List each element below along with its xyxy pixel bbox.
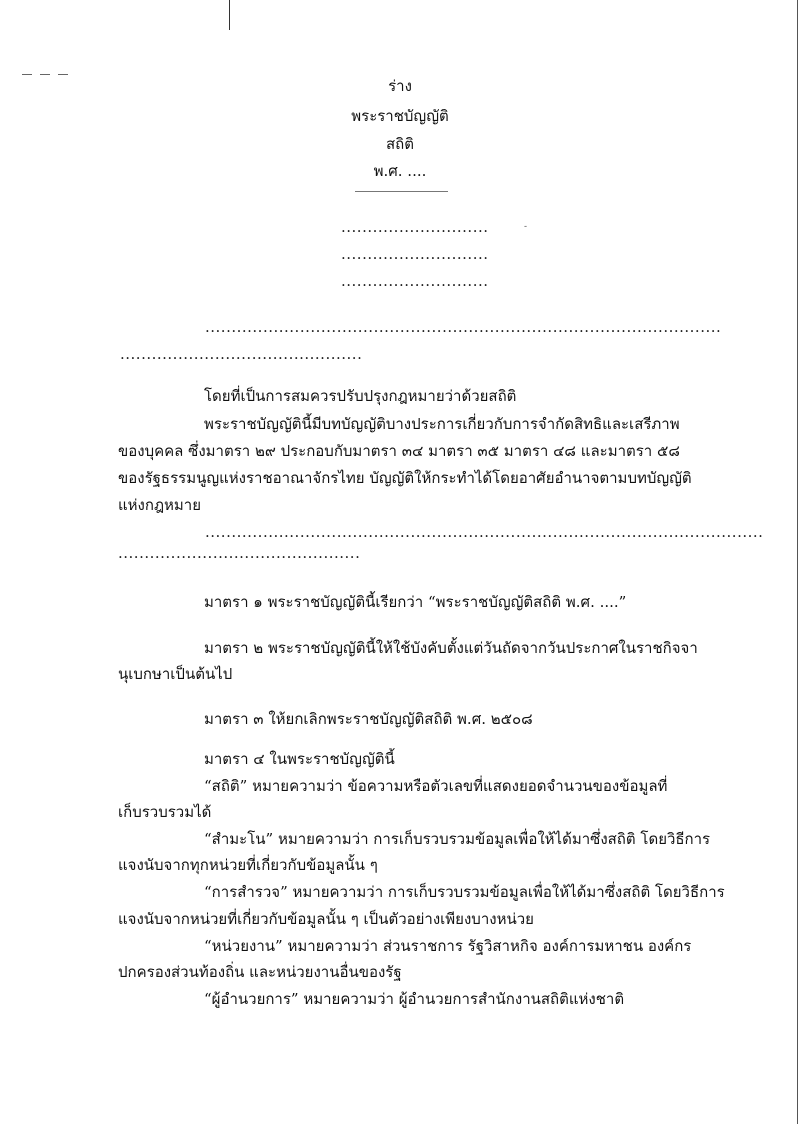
definition-agency-line-2: ปกครองส่วนท้องถิ่น และหน่วยงานอื่นของรัฐ <box>118 963 402 981</box>
signature-line-2: ............................ <box>341 245 489 263</box>
preamble-line-3: ของบุคคล ซึ่งมาตรา ๒๙ ประกอบกับมาตรา ๓๔ มาตรา ๓๕ มาตรา ๔๘ และมาตรา ๕๘ <box>118 442 680 460</box>
stray-mark: - <box>524 222 528 232</box>
preamble-line-1: โดยที่เป็นการสมควรปรับปรุงกฎหมายว่าด้วยสถิติ <box>204 387 517 405</box>
act-subject: สถิติ <box>386 135 414 153</box>
signature-line-3: ............................ <box>341 272 489 290</box>
definition-statistics-line-1: “สถิติ” หมายความว่า ข้อความหรือตัวเลขที่แสดงยอดจำนวนของข้อมูลที่ <box>204 777 668 795</box>
definition-director-line-1: “ผู้อำนวยการ” หมายความว่า ผู้อำนวยการสำนักงานสถิติแห่งชาติ <box>204 990 625 1008</box>
definition-census-line-2: แจงนับจากทุกหน่วยที่เกี่ยวกับข้อมูลนั้น ๆ <box>118 856 378 874</box>
dotted-line-long-2: .......................................................................................................... <box>205 523 764 541</box>
title-divider <box>355 191 448 192</box>
draft-label: ร่าง <box>388 77 412 95</box>
signature-line-1: ............................ <box>341 218 489 236</box>
section-1: มาตรา ๑ พระราชบัญญัตินี้เรียกว่า “พระราชบัญญัติสถิติ พ.ศ. ....” <box>204 593 627 611</box>
definition-survey-line-2: แจงนับจากหน่วยที่เกี่ยวกับข้อมูลนั้น ๆ เป็นตัวอย่างเพียงบางหน่วย <box>118 910 534 928</box>
section-2-line-1: มาตรา ๒ พระราชบัญญัตินี้ให้ใช้บังคับตั้งแต่วันถัดจากวันประกาศในราชกิจจา <box>204 639 698 657</box>
definition-census-line-1: “สำมะโน” หมายความว่า การเก็บรวบรวมข้อมูลเพื่อให้ได้มาซึ่งสถิติ โดยวิธีการ <box>204 830 711 848</box>
definition-statistics-line-2: เก็บรวบรวมได้ <box>118 803 212 821</box>
dotted-line-short-2: .............................................. <box>118 544 361 562</box>
dotted-line-short-1: .............................................. <box>120 345 363 363</box>
definition-agency-line-1: “หน่วยงาน” หมายความว่า ส่วนราชการ รัฐวิสาหกิจ องค์การมหาชน องค์กร <box>204 937 692 955</box>
dotted-line-long-1: .................................................................................................. <box>205 318 722 336</box>
section-4: มาตรา ๔ ในพระราชบัญญัตินี้ <box>204 750 395 768</box>
section-3: มาตรา ๓ ให้ยกเลิกพระราชบัญญัติสถิติ พ.ศ. ๒๕๐๘ <box>204 710 533 728</box>
preamble-line-4: ของรัฐธรรมนูญแห่งราชอาณาจักรไทย บัญญัติให้กระทำได้โดยอาศัยอำนาจตามบทบัญญัติ <box>118 469 692 487</box>
section-2-line-2: นุเบกษาเป็นต้นไป <box>118 665 233 683</box>
act-year: พ.ศ. .... <box>373 162 427 180</box>
definition-survey-line-1: “การสำรวจ” หมายความว่า การเก็บรวบรวมข้อมูลเพื่อให้ได้มาซึ่งสถิติ โดยวิธีการ <box>204 883 725 901</box>
scan-margin-line-top <box>229 0 230 30</box>
preamble-line-5: แห่งกฎหมาย <box>118 496 202 514</box>
act-title: พระราชบัญญัติ <box>351 107 449 125</box>
preamble-line-2: พระราชบัญญัตินี้มีบทบัญญัติบางประการเกี่ยวกับการจำกัดสิทธิและเสรีภาพ <box>204 415 680 433</box>
